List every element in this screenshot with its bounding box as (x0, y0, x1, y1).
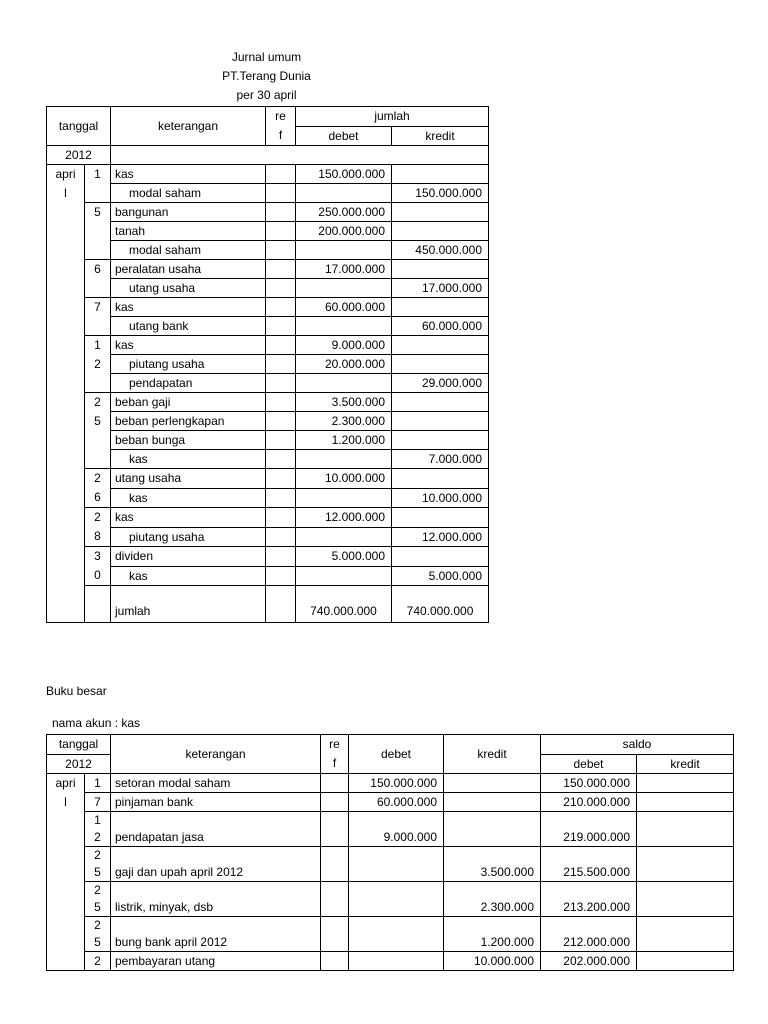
journal-title-block (46, 48, 487, 105)
ledger-header-kredit: kredit (444, 735, 541, 774)
ledger-saldo-debet: 213.200.000 (541, 882, 637, 917)
journal-debet: 9.000.000 (296, 336, 392, 355)
journal-kredit (392, 355, 489, 374)
journal-row (47, 566, 489, 586)
journal-kredit (392, 469, 489, 489)
ledger-debet (349, 847, 444, 882)
ledger-debet (349, 917, 444, 952)
journal-ref-cell (266, 241, 296, 260)
journal-kredit: 150.000.000 (392, 184, 489, 203)
ledger-saldo-debet: 215.500.000 (541, 847, 637, 882)
journal-description: piutang usaha (111, 355, 266, 374)
journal-ref-cell (266, 317, 296, 336)
ledger-ref-cell (321, 952, 349, 971)
journal-debet (296, 184, 392, 203)
ledger-day: 2 5 (85, 847, 111, 882)
ledger-row (47, 882, 734, 917)
journal-kredit (392, 547, 489, 567)
header-jumlah: jumlah (296, 107, 489, 127)
journal-ref-cell (266, 547, 296, 567)
ledger-day: 2 (85, 952, 111, 971)
journal-description: utang usaha (111, 469, 266, 489)
ledger-day: 2 5 (85, 882, 111, 917)
ledger-description: pinjaman bank (111, 793, 321, 812)
journal-day: 2 8 (85, 508, 111, 547)
journal-debet (296, 527, 392, 547)
company-name: PT.Terang Dunia (222, 69, 311, 83)
ledger-description: listrik, minyak, dsb (111, 882, 321, 917)
journal-debet: 1.200.000 (296, 431, 392, 450)
journal-debet: 12.000.000 (296, 508, 392, 528)
journal-row (47, 241, 489, 260)
ledger-description: gaji dan upah april 2012 (111, 847, 321, 882)
journal-ref-cell (266, 279, 296, 298)
journal-row (47, 412, 489, 431)
ledger-debet (349, 882, 444, 917)
ledger-description: pendapatan jasa (111, 812, 321, 847)
journal-kredit (392, 260, 489, 279)
journal-debet: 2.300.000 (296, 412, 392, 431)
journal-description: kas (111, 336, 266, 355)
journal-day: 2 5 (85, 393, 111, 469)
year-row-filler (111, 146, 489, 165)
journal-kredit: 7.000.000 (392, 450, 489, 469)
ledger-day: 7 (85, 793, 111, 812)
ledger-ref-cell (321, 847, 349, 882)
ledger-kredit: 10.000.000 (444, 952, 541, 971)
journal-table (46, 106, 489, 623)
journal-debet (296, 566, 392, 586)
ledger-saldo-kredit (637, 774, 734, 793)
journal-ref-cell (266, 374, 296, 393)
ledger-description: bung bank april 2012 (111, 917, 321, 952)
journal-row (47, 374, 489, 393)
ledger-header-debet: debet (349, 735, 444, 774)
journal-row (47, 279, 489, 298)
journal-kredit: 450.000.000 (392, 241, 489, 260)
journal-ref-cell (266, 222, 296, 241)
ledger-header-year: 2012 (47, 754, 111, 774)
ledger-row (47, 952, 734, 971)
journal-ref-cell (266, 412, 296, 431)
ledger-kredit: 3.500.000 (444, 847, 541, 882)
journal-kredit: 10.000.000 (392, 488, 489, 508)
journal-description: modal saham (111, 184, 266, 203)
journal-ref-cell (266, 336, 296, 355)
journal-debet: 250.000.000 (296, 203, 392, 222)
journal-debet: 17.000.000 (296, 260, 392, 279)
journal-ref-cell (266, 165, 296, 184)
ledger-debet (349, 952, 444, 971)
ledger-kredit (444, 793, 541, 812)
journal-description: kas (111, 165, 266, 184)
journal-kredit (392, 508, 489, 528)
journal-row (47, 355, 489, 374)
journal-row (47, 317, 489, 336)
ledger-saldo-kredit (637, 882, 734, 917)
ledger-header-ref: re f (321, 735, 349, 774)
journal-ref-cell (266, 431, 296, 450)
journal-kredit (392, 431, 489, 450)
ledger-ref-cell (321, 917, 349, 952)
journal-kredit: 12.000.000 (392, 527, 489, 547)
journal-description: tanah (111, 222, 266, 241)
journal-ref-cell (266, 527, 296, 547)
journal-description: beban perlengkapan (111, 412, 266, 431)
ledger-saldo-kredit (637, 952, 734, 971)
journal-debet: 60.000.000 (296, 298, 392, 317)
header-tanggal: tanggal (47, 107, 111, 146)
journal-row (47, 547, 489, 567)
journal-row (47, 260, 489, 279)
journal-debet: 10.000.000 (296, 469, 392, 489)
journal-ref-cell (266, 260, 296, 279)
journal-day: 7 (85, 298, 111, 336)
ledger-kredit: 2.300.000 (444, 882, 541, 917)
ledger-row (47, 793, 734, 812)
journal-debet (296, 279, 392, 298)
journal-debet (296, 450, 392, 469)
journal-description: beban gaji (111, 393, 266, 412)
journal-row (47, 298, 489, 317)
journal-total-debet: 740.000.000 (296, 586, 392, 623)
journal-day: 1 (85, 165, 111, 203)
ledger-row (47, 917, 734, 952)
journal-ref-cell (266, 184, 296, 203)
journal-description: kas (111, 298, 266, 317)
journal-kredit: 5.000.000 (392, 566, 489, 586)
journal-kredit (392, 336, 489, 355)
journal-ref-cell (266, 355, 296, 374)
journal-row (47, 222, 489, 241)
ledger-section-title: Buku besar (46, 684, 107, 698)
ledger-debet: 9.000.000 (349, 812, 444, 847)
ledger-header-keterangan: keterangan (111, 735, 321, 774)
ledger-saldo-debet: 219.000.000 (541, 812, 637, 847)
ledger-row (47, 774, 734, 793)
journal-description: utang usaha (111, 279, 266, 298)
ledger-day: 2 5 (85, 917, 111, 952)
ledger-kredit: 1.200.000 (444, 917, 541, 952)
journal-description: kas (111, 508, 266, 528)
ledger-header-saldo-debet: debet (541, 754, 637, 774)
journal-description: kas (111, 566, 266, 586)
journal-ref-cell (266, 469, 296, 489)
journal-kredit (392, 203, 489, 222)
journal-month: apri l (47, 165, 85, 623)
journal-debet (296, 374, 392, 393)
ledger-kredit (444, 774, 541, 793)
journal-row (47, 527, 489, 547)
journal-total-row (47, 586, 489, 623)
journal-debet (296, 488, 392, 508)
ledger-day: 1 (85, 774, 111, 793)
journal-row (47, 184, 489, 203)
journal-kredit: 29.000.000 (392, 374, 489, 393)
header-ref: re f (266, 107, 296, 146)
journal-period: per 30 april (236, 88, 297, 102)
journal-debet (296, 317, 392, 336)
journal-debet: 5.000.000 (296, 547, 392, 567)
journal-row (47, 336, 489, 355)
journal-ref-cell (266, 393, 296, 412)
journal-row (47, 203, 489, 222)
ledger-debet: 60.000.000 (349, 793, 444, 812)
journal-ref-cell (266, 566, 296, 586)
journal-ref-cell (266, 298, 296, 317)
ledger-saldo-kredit (637, 812, 734, 847)
journal-day: 2 6 (85, 469, 111, 508)
ledger-saldo-kredit (637, 917, 734, 952)
ledger-account-label: nama akun : kas (52, 716, 141, 730)
journal-ref-cell (266, 450, 296, 469)
journal-ref-cell (266, 488, 296, 508)
journal-kredit: 60.000.000 (392, 317, 489, 336)
journal-description: beban bunga (111, 431, 266, 450)
journal-kredit: 17.000.000 (392, 279, 489, 298)
journal-description: piutang usaha (111, 527, 266, 547)
ledger-ref-cell (321, 774, 349, 793)
ledger-ref-cell (321, 812, 349, 847)
ledger-day: 1 2 (85, 812, 111, 847)
journal-ref-cell (266, 203, 296, 222)
journal-kredit (392, 412, 489, 431)
journal-total-kredit: 740.000.000 (392, 586, 489, 623)
ledger-header-tanggal: tanggal (47, 735, 111, 755)
journal-row (47, 450, 489, 469)
journal-title: Jurnal umum (231, 50, 302, 64)
journal-debet (296, 241, 392, 260)
header-kredit: kredit (392, 126, 489, 146)
journal-row (47, 431, 489, 450)
journal-row (47, 488, 489, 508)
journal-row (47, 469, 489, 489)
journal-description: utang bank (111, 317, 266, 336)
ledger-saldo-debet: 150.000.000 (541, 774, 637, 793)
journal-ref-cell (266, 508, 296, 528)
header-keterangan: keterangan (111, 107, 266, 146)
journal-description: modal saham (111, 241, 266, 260)
journal-debet: 200.000.000 (296, 222, 392, 241)
header-debet: debet (296, 126, 392, 146)
journal-day: 1 2 (85, 336, 111, 393)
journal-kredit (392, 222, 489, 241)
journal-total-label: jumlah (111, 586, 266, 623)
journal-description: peralatan usaha (111, 260, 266, 279)
ledger-description: setoran modal saham (111, 774, 321, 793)
ledger-header-saldo: saldo (541, 735, 734, 755)
ledger-description: pembayaran utang (111, 952, 321, 971)
ledger-ref-cell (321, 882, 349, 917)
ledger-row (47, 812, 734, 847)
ledger-ref-cell (321, 793, 349, 812)
journal-row (47, 508, 489, 528)
journal-kredit (392, 165, 489, 184)
journal-row (47, 165, 489, 184)
ledger-debet: 150.000.000 (349, 774, 444, 793)
ledger-month: apri l (47, 774, 85, 971)
ledger-kredit (444, 812, 541, 847)
journal-kredit (392, 393, 489, 412)
journal-year: 2012 (47, 146, 111, 165)
ledger-saldo-debet: 212.000.000 (541, 917, 637, 952)
journal-debet: 3.500.000 (296, 393, 392, 412)
journal-day: 5 (85, 203, 111, 260)
journal-total-ref-cell (266, 586, 296, 623)
ledger-saldo-kredit (637, 793, 734, 812)
ledger-table (46, 734, 734, 971)
journal-row (47, 393, 489, 412)
journal-description: pendapatan (111, 374, 266, 393)
journal-description: kas (111, 488, 266, 508)
ledger-saldo-debet: 202.000.000 (541, 952, 637, 971)
journal-description: kas (111, 450, 266, 469)
ledger-saldo-debet: 210.000.000 (541, 793, 637, 812)
journal-total-day-cell (85, 586, 111, 623)
journal-day: 6 (85, 260, 111, 298)
journal-debet: 150.000.000 (296, 165, 392, 184)
journal-day: 3 0 (85, 547, 111, 586)
ledger-saldo-kredit (637, 847, 734, 882)
journal-description: dividen (111, 547, 266, 567)
ledger-row (47, 847, 734, 882)
ledger-header-saldo-kredit: kredit (637, 754, 734, 774)
journal-description: bangunan (111, 203, 266, 222)
journal-debet: 20.000.000 (296, 355, 392, 374)
journal-kredit (392, 298, 489, 317)
